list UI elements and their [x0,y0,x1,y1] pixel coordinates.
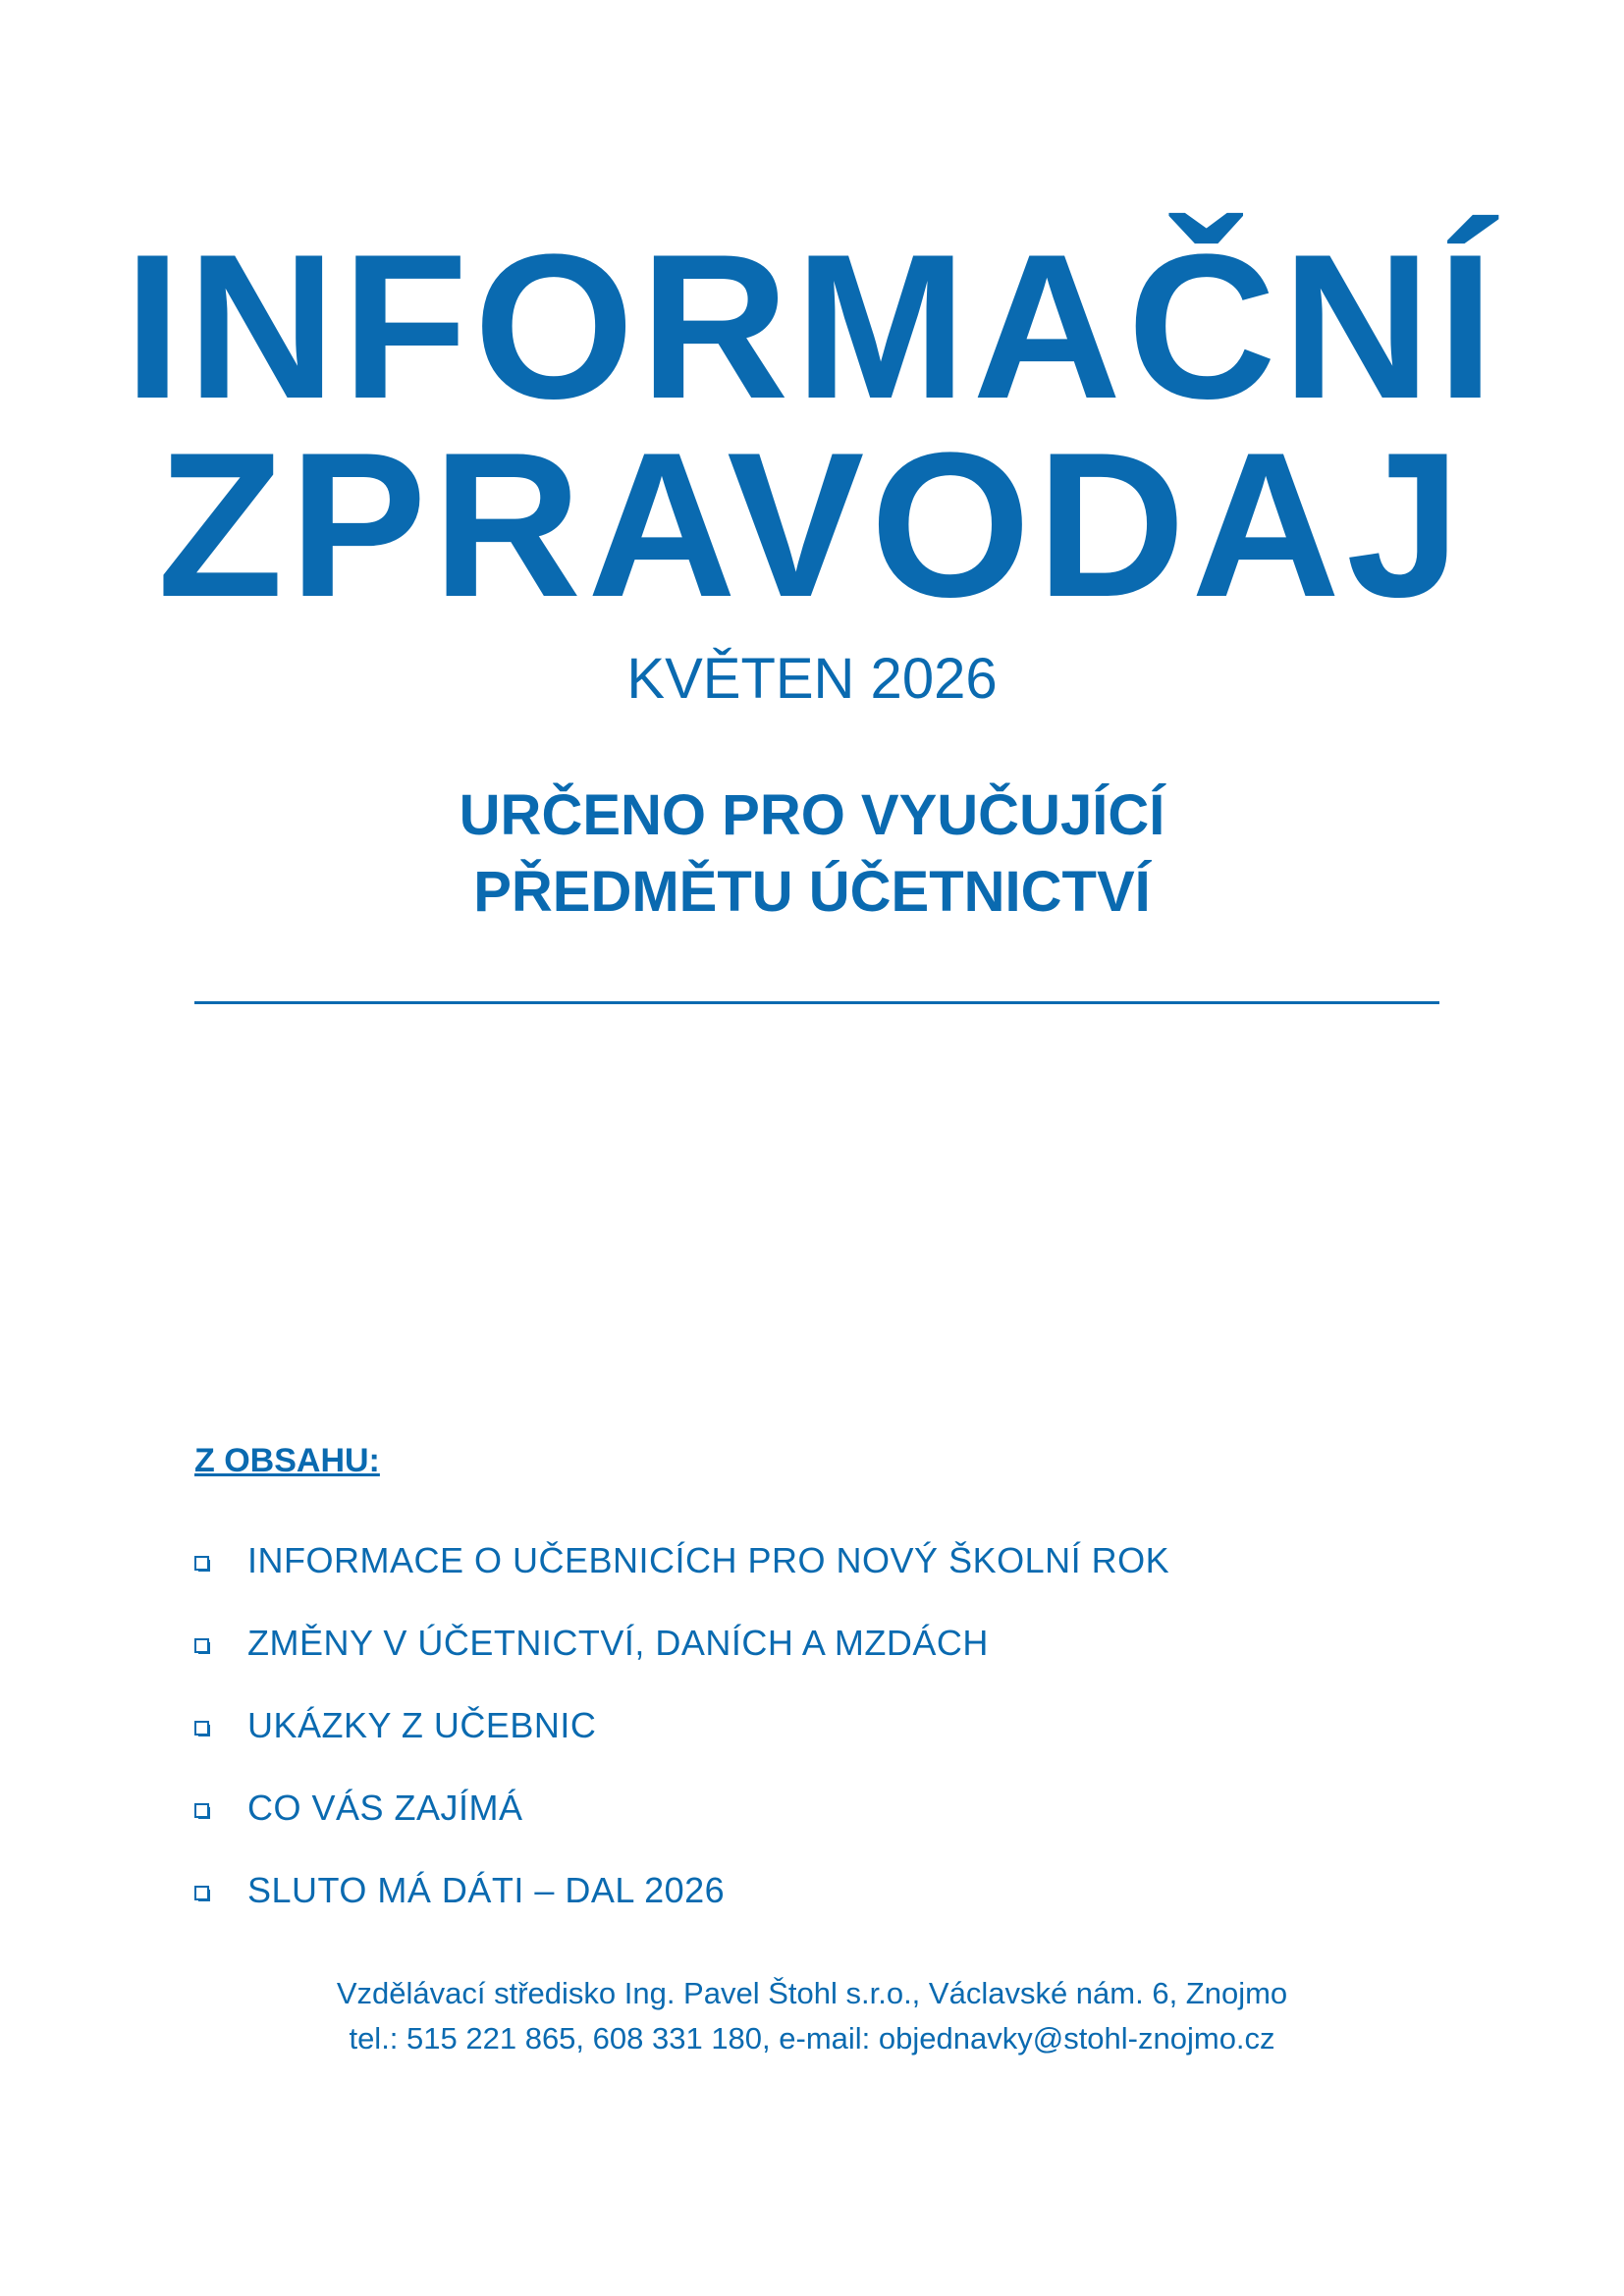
contents-item-label: INFORMACE O UČEBNICÍCH PRO NOVÝ ŠKOLNÍ ROK [247,1540,1170,1580]
contents-item-label: CO VÁS ZAJÍMÁ [247,1788,523,1828]
title-line-2: ZPRAVODAJ [157,409,1467,640]
title-line-1: INFORMAČNÍ [124,211,1500,442]
square-bullet-icon [194,1721,210,1736]
contents-item-label: ZMĚNY V ÚČETNICTVÍ, DANÍCH A MZDÁCH [247,1623,989,1663]
horizontal-divider [194,1001,1439,1004]
square-bullet-icon [194,1803,210,1819]
contents-item-label: UKÁZKY Z UČEBNIC [247,1705,597,1745]
audience-line-1: URČENO PRO VYUČUJÍCÍ [459,783,1165,847]
audience-line-2: PŘEDMĚTU ÚČETNICTVÍ [473,860,1151,924]
square-bullet-icon [194,1556,210,1572]
contents-item [194,1767,1169,1849]
contents-item [194,1684,1169,1767]
issue-date: KVĚTEN 2026 [626,647,998,711]
footer-address: Vzdělávací středisko Ing. Pavel Štohl s.r.o., Václavské nám. 6, Znojmo [336,1976,1288,2010]
contents-item-label: SLUTO MÁ DÁTI – DAL 2026 [247,1870,726,1910]
square-bullet-icon [194,1886,210,1901]
contents-item [194,1602,1169,1684]
contents-item [194,1520,1169,1602]
contents-item [194,1849,1169,1932]
square-bullet-icon [194,1638,210,1654]
contents-list [194,1520,1169,1932]
contents-heading: Z OBSAHU: [194,1442,380,1479]
footer-contact: tel.: 515 221 865, 608 331 180, e-mail: objednavky@stohl-znojmo.cz [349,2021,1275,2056]
